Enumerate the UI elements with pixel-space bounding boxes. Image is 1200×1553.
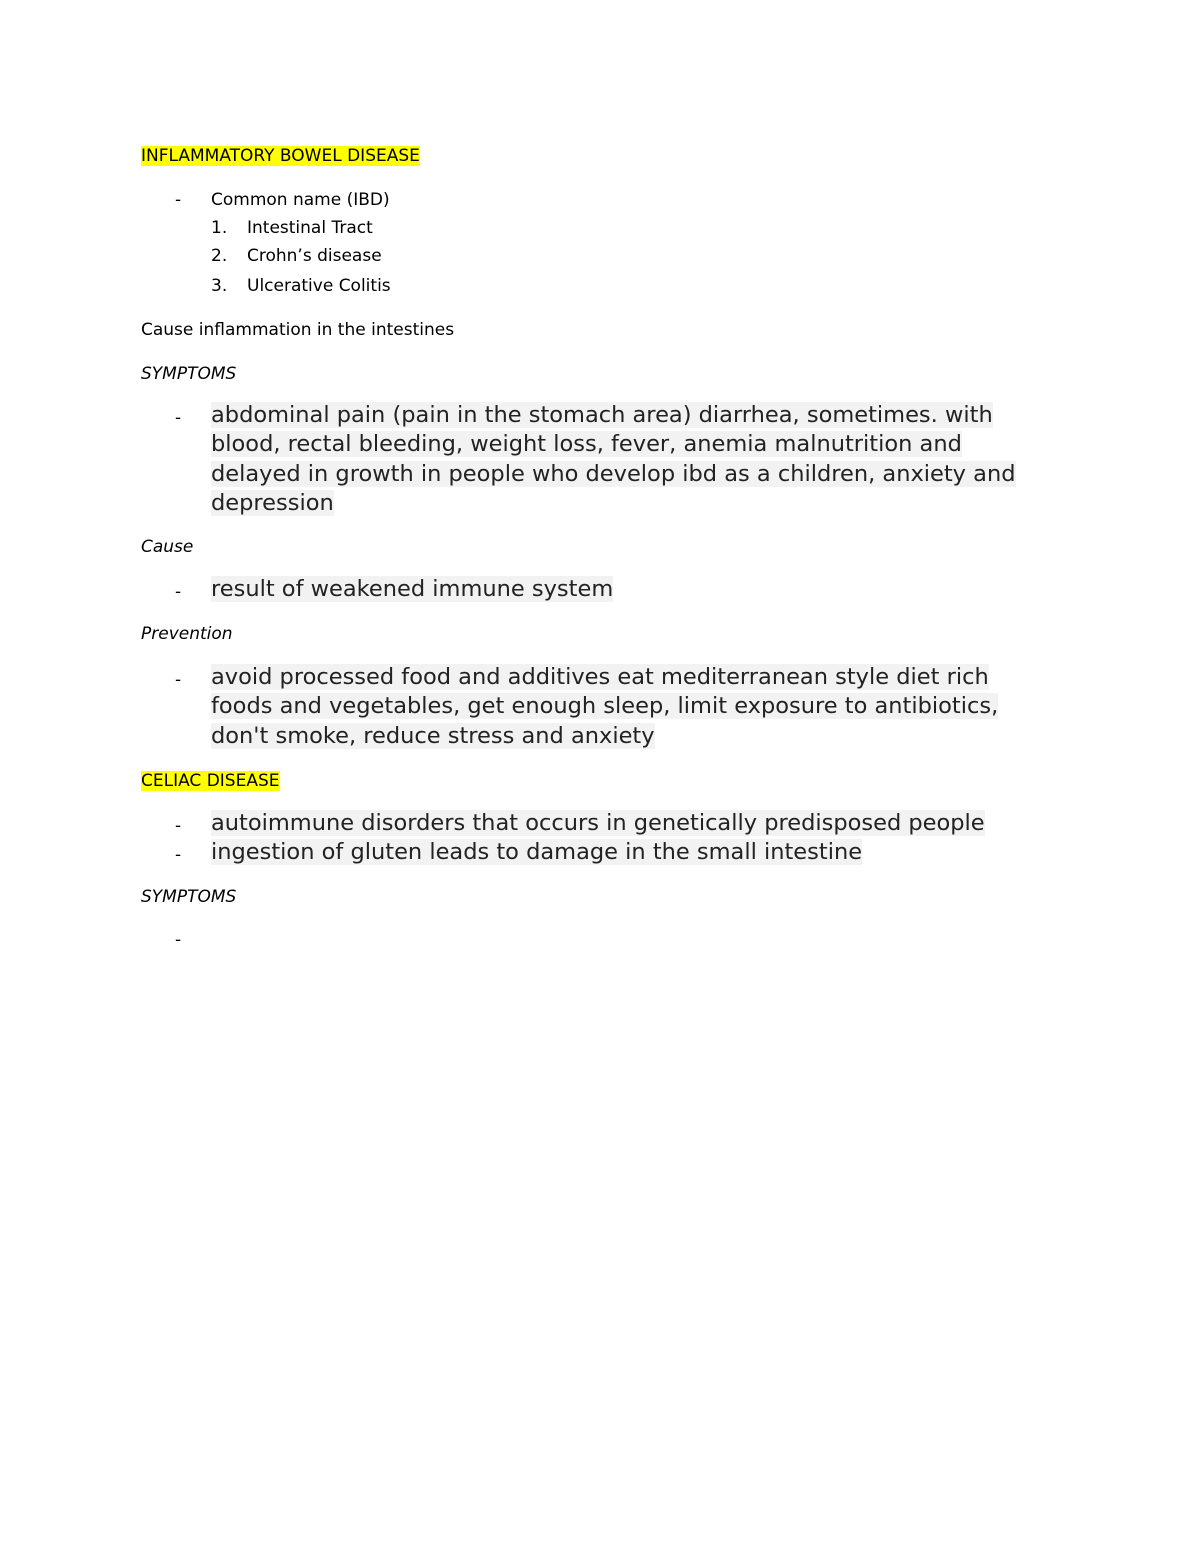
numbered-item xyxy=(141,276,1041,296)
bullet-dash: - xyxy=(175,670,182,690)
common-name-text: Common name (IBD) xyxy=(211,190,390,210)
list-item xyxy=(141,838,1041,868)
celiac-point xyxy=(211,809,1031,838)
cause-paragraph xyxy=(211,575,1031,604)
item-label: Crohn’s disease xyxy=(247,246,382,266)
celiac-point-text: ingestion of gluten leads to damage in the small intestine xyxy=(211,839,863,865)
bullet-dash: - xyxy=(175,845,182,865)
celiac-point xyxy=(211,838,1031,867)
list-item xyxy=(141,575,1041,605)
cause-line: Cause inflammation in the intestines xyxy=(141,320,455,340)
prevention-heading: Prevention xyxy=(141,624,233,644)
bullet-dash: - xyxy=(175,816,182,836)
celiac-point-text: autoimmune disorders that occurs in genetically predisposed people xyxy=(211,810,985,836)
prevention-text: avoid processed food and additives eat mediterranean style diet rich foods and vegetables, get enough sleep, limit exposure to antibiotics, don't smoke, reduce stress and anxiety xyxy=(211,664,999,749)
symptoms-text: abdominal pain (pain in the stomach area) diarrhea, sometimes. with blood, rectal bleeding, weight loss, fever, anemia malnutrition and delayed in growth in people who develop ibd as a children, anxiety and depression xyxy=(211,402,1016,516)
list-item xyxy=(141,401,1041,521)
symptoms-heading: SYMPTOMS xyxy=(141,364,237,384)
ibd-title: INFLAMMATORY BOWEL DISEASE xyxy=(141,146,420,166)
cause-text: result of weakened immune system xyxy=(211,576,614,602)
numbered-item xyxy=(141,246,1041,266)
list-item xyxy=(141,809,1041,839)
item-label: Intestinal Tract xyxy=(247,218,373,238)
symptoms-paragraph xyxy=(211,401,1031,518)
numbered-item xyxy=(141,218,1041,238)
item-number: 3. xyxy=(211,276,228,296)
item-number: 2. xyxy=(211,246,228,266)
cause-heading: Cause xyxy=(141,537,194,557)
celiac-symptoms-heading: SYMPTOMS xyxy=(141,887,237,907)
prevention-paragraph xyxy=(211,663,1031,751)
list-item xyxy=(141,663,1041,755)
item-label: Ulcerative Colitis xyxy=(247,276,391,296)
bullet-dash: - xyxy=(175,582,182,602)
bullet-dash: - xyxy=(175,408,182,428)
item-number: 1. xyxy=(211,218,228,238)
bullet-dash: - xyxy=(175,190,182,210)
celiac-title-line xyxy=(141,771,1041,791)
bullet-dash: - xyxy=(175,930,182,950)
ibd-title-line xyxy=(141,146,1041,166)
celiac-title: CELIAC DISEASE xyxy=(141,771,280,791)
list-item-empty xyxy=(141,930,1041,950)
list-item xyxy=(141,190,1041,210)
